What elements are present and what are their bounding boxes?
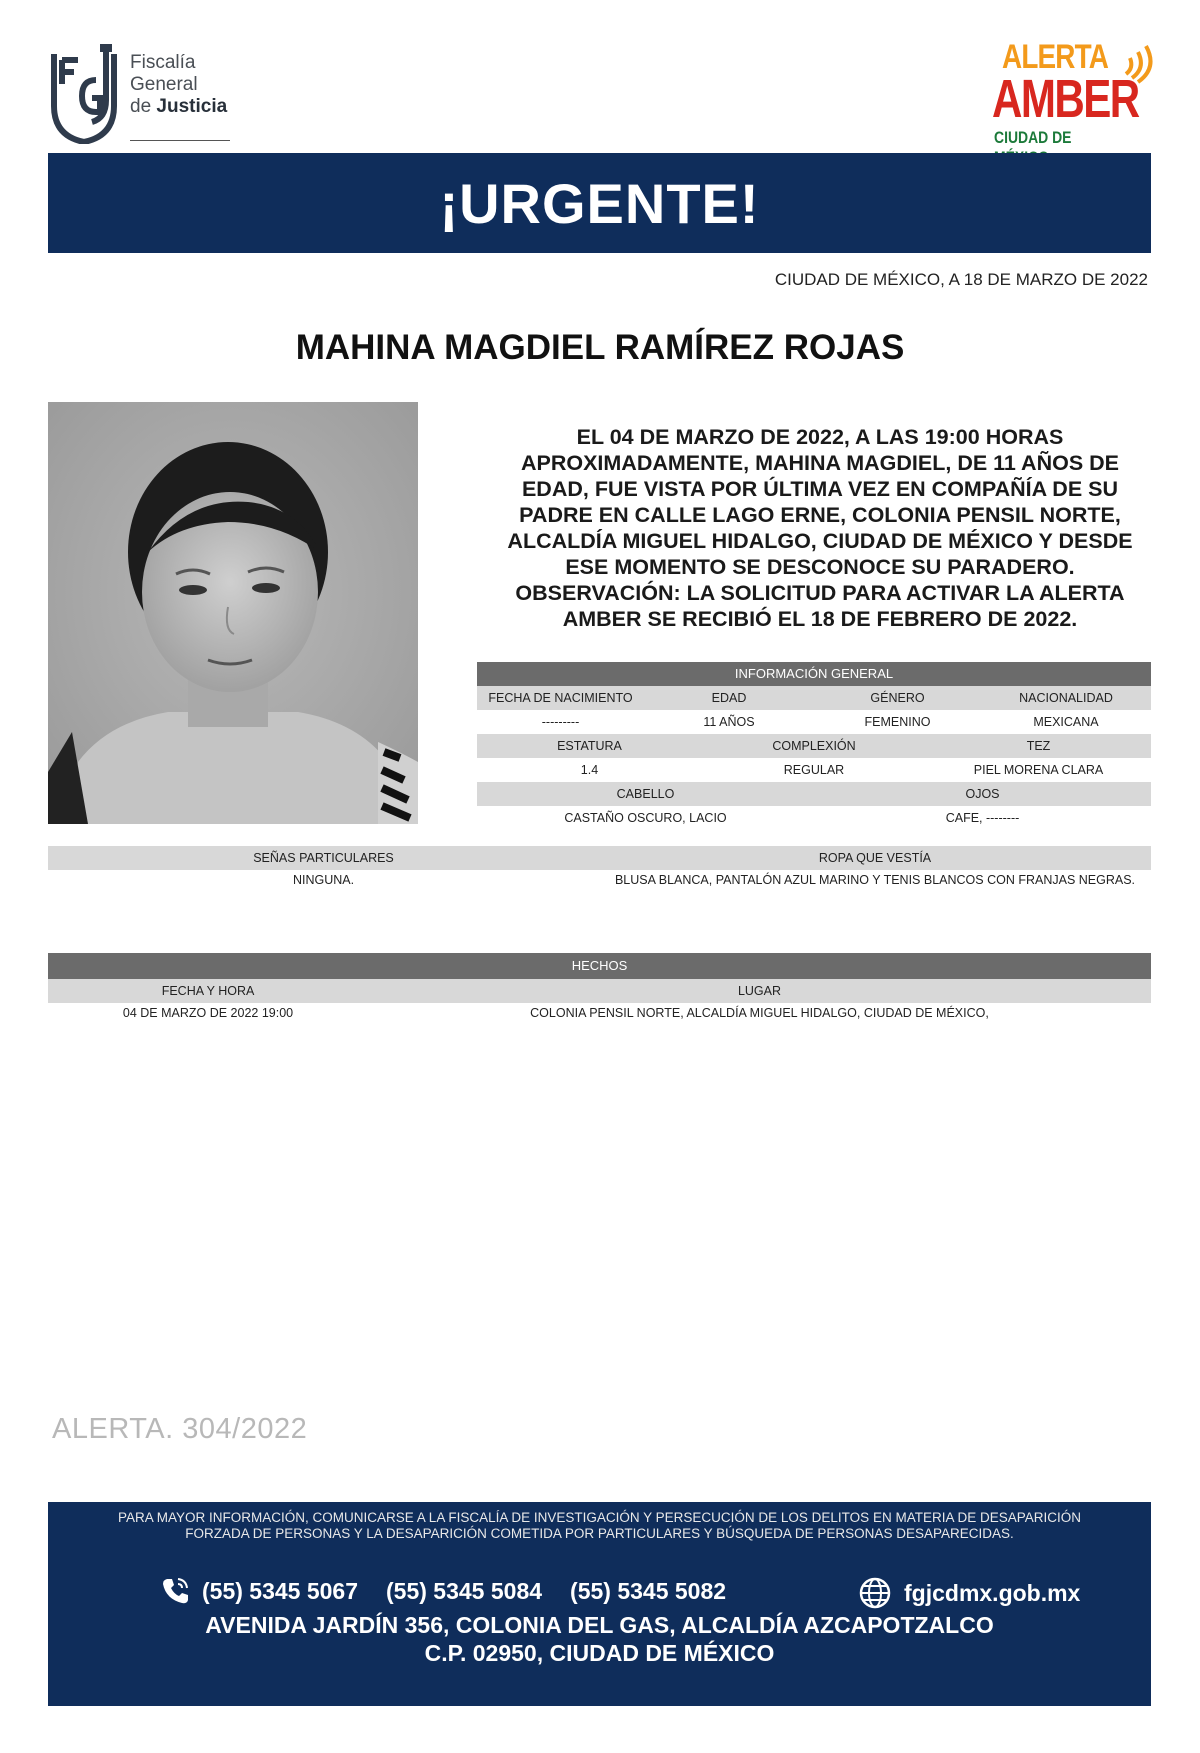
- table-header-cell: SEÑAS PARTICULARES: [253, 851, 394, 865]
- table-row: [48, 846, 1151, 870]
- table-header-cell: OJOS: [965, 787, 1000, 801]
- table-cell: COLONIA PENSIL NORTE, ALCALDÍA MIGUEL HIDALGO, CIUDAD DE MÉXICO,: [530, 1006, 989, 1020]
- table-header-cell: TEZ: [1026, 739, 1051, 753]
- phone-number[interactable]: (55) 5345 5084: [386, 1577, 543, 1604]
- phone-icon: [160, 1576, 190, 1606]
- fgj-wordmark: [130, 52, 227, 118]
- footer-info-line-2: FORZADA DE PERSONAS Y LA DESAPARICIÓN COMETIDA POR PARTICULARES Y BÚSQUEDA DE PERSONAS DESAPARECIDAS.: [185, 1526, 1014, 1541]
- table-cell: PIEL MORENA CLARA: [973, 763, 1104, 777]
- table-header-cell: NACIONALIDAD: [1019, 691, 1113, 705]
- phone-number[interactable]: (55) 5345 5067: [202, 1577, 359, 1604]
- table-cell: 04 DE MARZO DE 2022 19:00: [122, 1006, 294, 1020]
- fgj-line-3-bold: Justicia: [156, 96, 228, 117]
- table-cell: BLUSA BLANCA, PANTALÓN AZUL MARINO Y TENIS BLANCOS CON FRANJAS NEGRAS.: [614, 873, 1136, 887]
- general-info-table: [477, 662, 1151, 830]
- fgj-emblem-icon: [48, 44, 120, 144]
- table-cell: NINGUNA.: [292, 873, 355, 887]
- table-row: [48, 1003, 1151, 1023]
- table-cell: CAFE, --------: [945, 811, 1020, 825]
- table-header-cell: GÉNERO: [870, 691, 925, 705]
- features-clothing-table: [48, 846, 1151, 890]
- table-row: [477, 806, 1151, 830]
- footer-address-line-2: C.P. 02950, CIUDAD DE MÉXICO: [424, 1640, 775, 1666]
- amber-logo-line-1: ALERTA: [1002, 38, 1109, 76]
- alerta-amber-logo: [988, 38, 1158, 148]
- table-cell: MEXICANA: [1033, 715, 1099, 729]
- alert-number: ALERTA. 304/2022: [52, 1413, 308, 1445]
- incident-narrative: EL 04 DE MARZO DE 2022, A LAS 19:00 HORAS APROXIMADAMENTE, MAHINA MAGDIEL, DE 11 AÑOS DE EDAD, FUE VISTA POR ÚLTIMA VEZ EN COMPAÑÍA DE SU PADRE EN CALLE LAGO ERNE, COLONIA PENSIL NORTE, ALCALDÍA MIGUEL HIDALGO, CIUDAD DE MÉXICO Y DESDE ESE MOMENTO SE DESCONOCE SU PARADERO. OBSERVACIÓN: LA SOLICITUD PARA ACTIVAR LA ALERTA AMBER SE RECIBIÓ EL 18 DE FEBRERO DE 2022.: [507, 425, 1133, 631]
- missing-person-photo: [48, 402, 418, 824]
- fgj-divider: [130, 140, 230, 141]
- person-name: MAHINA MAGDIEL RAMÍREZ ROJAS: [295, 328, 905, 367]
- facts-table: [48, 953, 1151, 1023]
- table-header-cell: LUGAR: [737, 984, 782, 998]
- fgj-line-1: Fiscalía: [130, 52, 196, 73]
- amber-logo-line-3: CIUDAD DE: [994, 128, 1072, 147]
- table-cell: REGULAR: [783, 763, 845, 777]
- footer-address-line-1: AVENIDA JARDÍN 356, COLONIA DEL GAS, ALCALDÍA AZCAPOTZALCO: [205, 1612, 994, 1638]
- footer-info-line-1: PARA MAYOR INFORMACIÓN, COMUNICARSE A LA FISCALÍA DE INVESTIGACIÓN Y PERSECUCIÓN DE LOS DELITOS EN MATERIA DE DESAPARICIÓN: [118, 1510, 1081, 1525]
- fgj-logo: [48, 44, 238, 148]
- table-header-cell: ESTATURA: [557, 739, 622, 753]
- table-row: [477, 710, 1151, 734]
- portrait-image: [48, 402, 418, 824]
- table-cell: ---------: [541, 715, 580, 729]
- amber-logo-line-2: AMBER: [992, 69, 1139, 129]
- table-header-cell: COMPLEXIÓN: [772, 739, 856, 753]
- table-cell: 1.4: [580, 763, 599, 777]
- table-header-cell: FECHA DE NACIMIENTO: [488, 691, 633, 705]
- signal-waves-icon: [1120, 44, 1160, 84]
- phone-number[interactable]: (55) 5345 5082: [570, 1577, 727, 1604]
- contact-footer: [48, 1502, 1151, 1706]
- banner-title: ¡URGENTE!: [439, 171, 760, 235]
- fgj-line-3-prefix: de: [130, 96, 157, 117]
- footer-phones: [160, 1576, 754, 1606]
- date-line: CIUDAD DE MÉXICO, A 18 DE MARZO DE 2022: [774, 270, 1148, 289]
- globe-icon: [858, 1576, 892, 1610]
- table-cell: FEMENINO: [864, 715, 931, 729]
- footer-info: [68, 1510, 1131, 1542]
- table-header-cell: EDAD: [711, 691, 747, 705]
- table-header-cell: CABELLO: [616, 787, 675, 801]
- fgj-line-2: General: [130, 74, 198, 95]
- facts-title: HECHOS: [48, 953, 1151, 979]
- general-info-title: INFORMACIÓN GENERAL: [477, 662, 1151, 686]
- table-row: [477, 782, 1151, 806]
- website-link[interactable]: fgjcdmx.gob.mx: [904, 1579, 1081, 1606]
- footer-website: [858, 1576, 1080, 1610]
- table-header-cell: ROPA QUE VESTÍA: [818, 851, 932, 865]
- table-cell: CASTAÑO OSCURO, LACIO: [564, 811, 727, 825]
- table-cell: 11 AÑOS: [703, 715, 755, 729]
- table-header-cell: FECHA Y HORA: [161, 984, 255, 998]
- table-row: [477, 758, 1151, 782]
- table-row: [477, 686, 1151, 710]
- urgent-banner: [48, 153, 1151, 253]
- table-row: [48, 870, 1151, 890]
- table-row: [477, 734, 1151, 758]
- table-row: [48, 979, 1151, 1003]
